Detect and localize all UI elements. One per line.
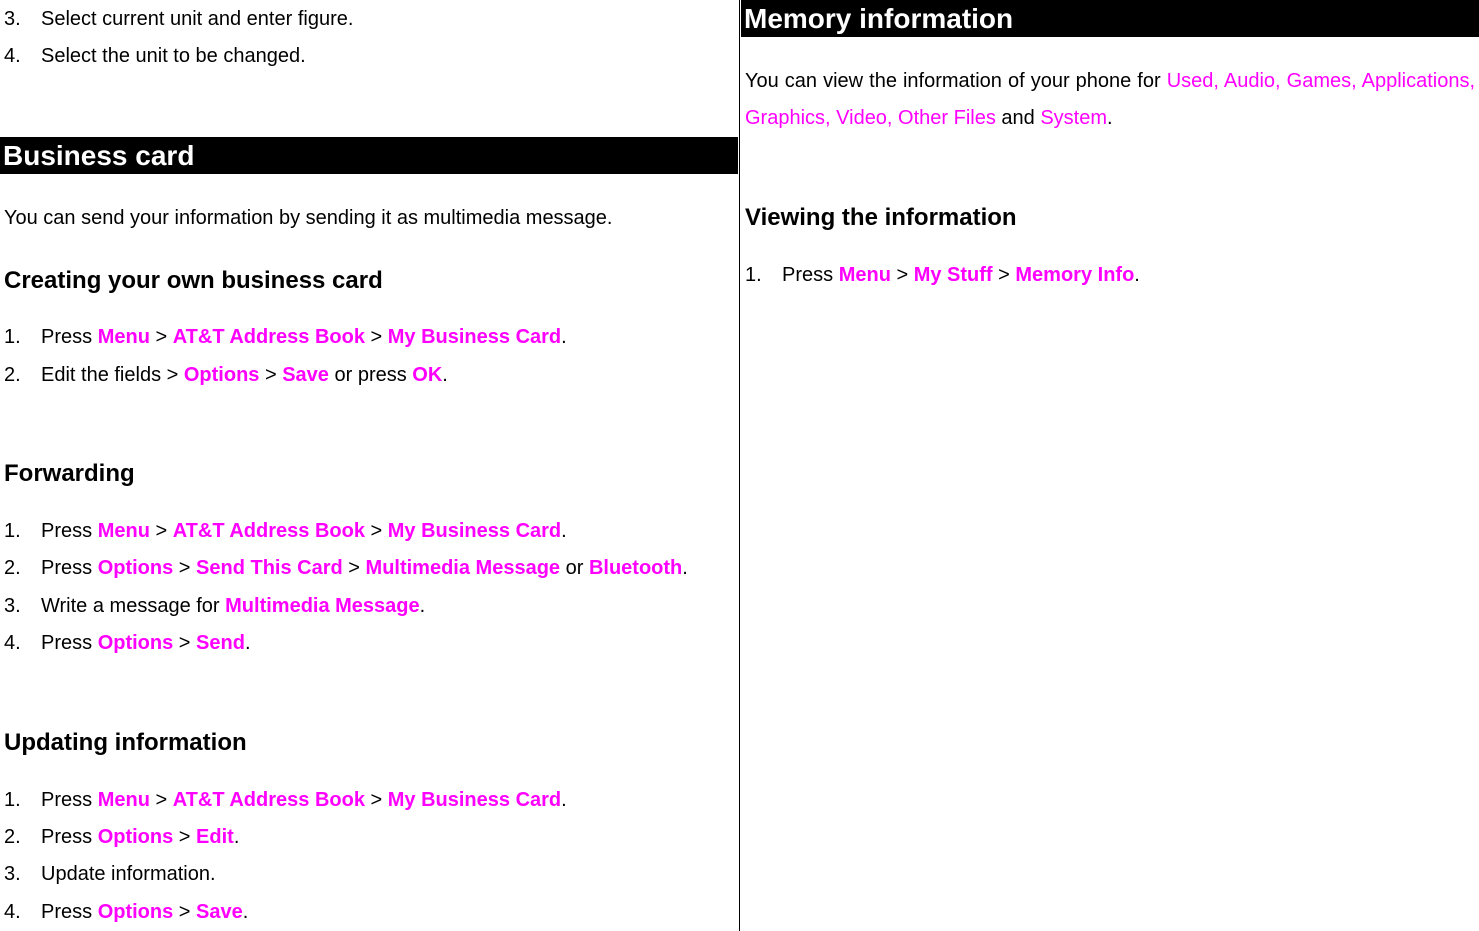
subheading-forwarding: Forwarding: [4, 460, 135, 487]
subheading-creating: Creating your own business card: [4, 267, 383, 294]
section-title-memory-information: Memory information: [741, 0, 1479, 37]
section-description: You can view the information of your phone for Used, Audio, Games, Applications, Graphics, Video, Other Files and System.: [745, 70, 1476, 129]
subheading-updating: Updating information: [4, 729, 247, 756]
subheading-viewing: Viewing the information: [745, 204, 1017, 231]
section-title-business-card: Business card: [0, 137, 738, 174]
column-divider: [739, 0, 740, 931]
section-description: You can send your information by sending it as multimedia message.: [4, 207, 613, 229]
